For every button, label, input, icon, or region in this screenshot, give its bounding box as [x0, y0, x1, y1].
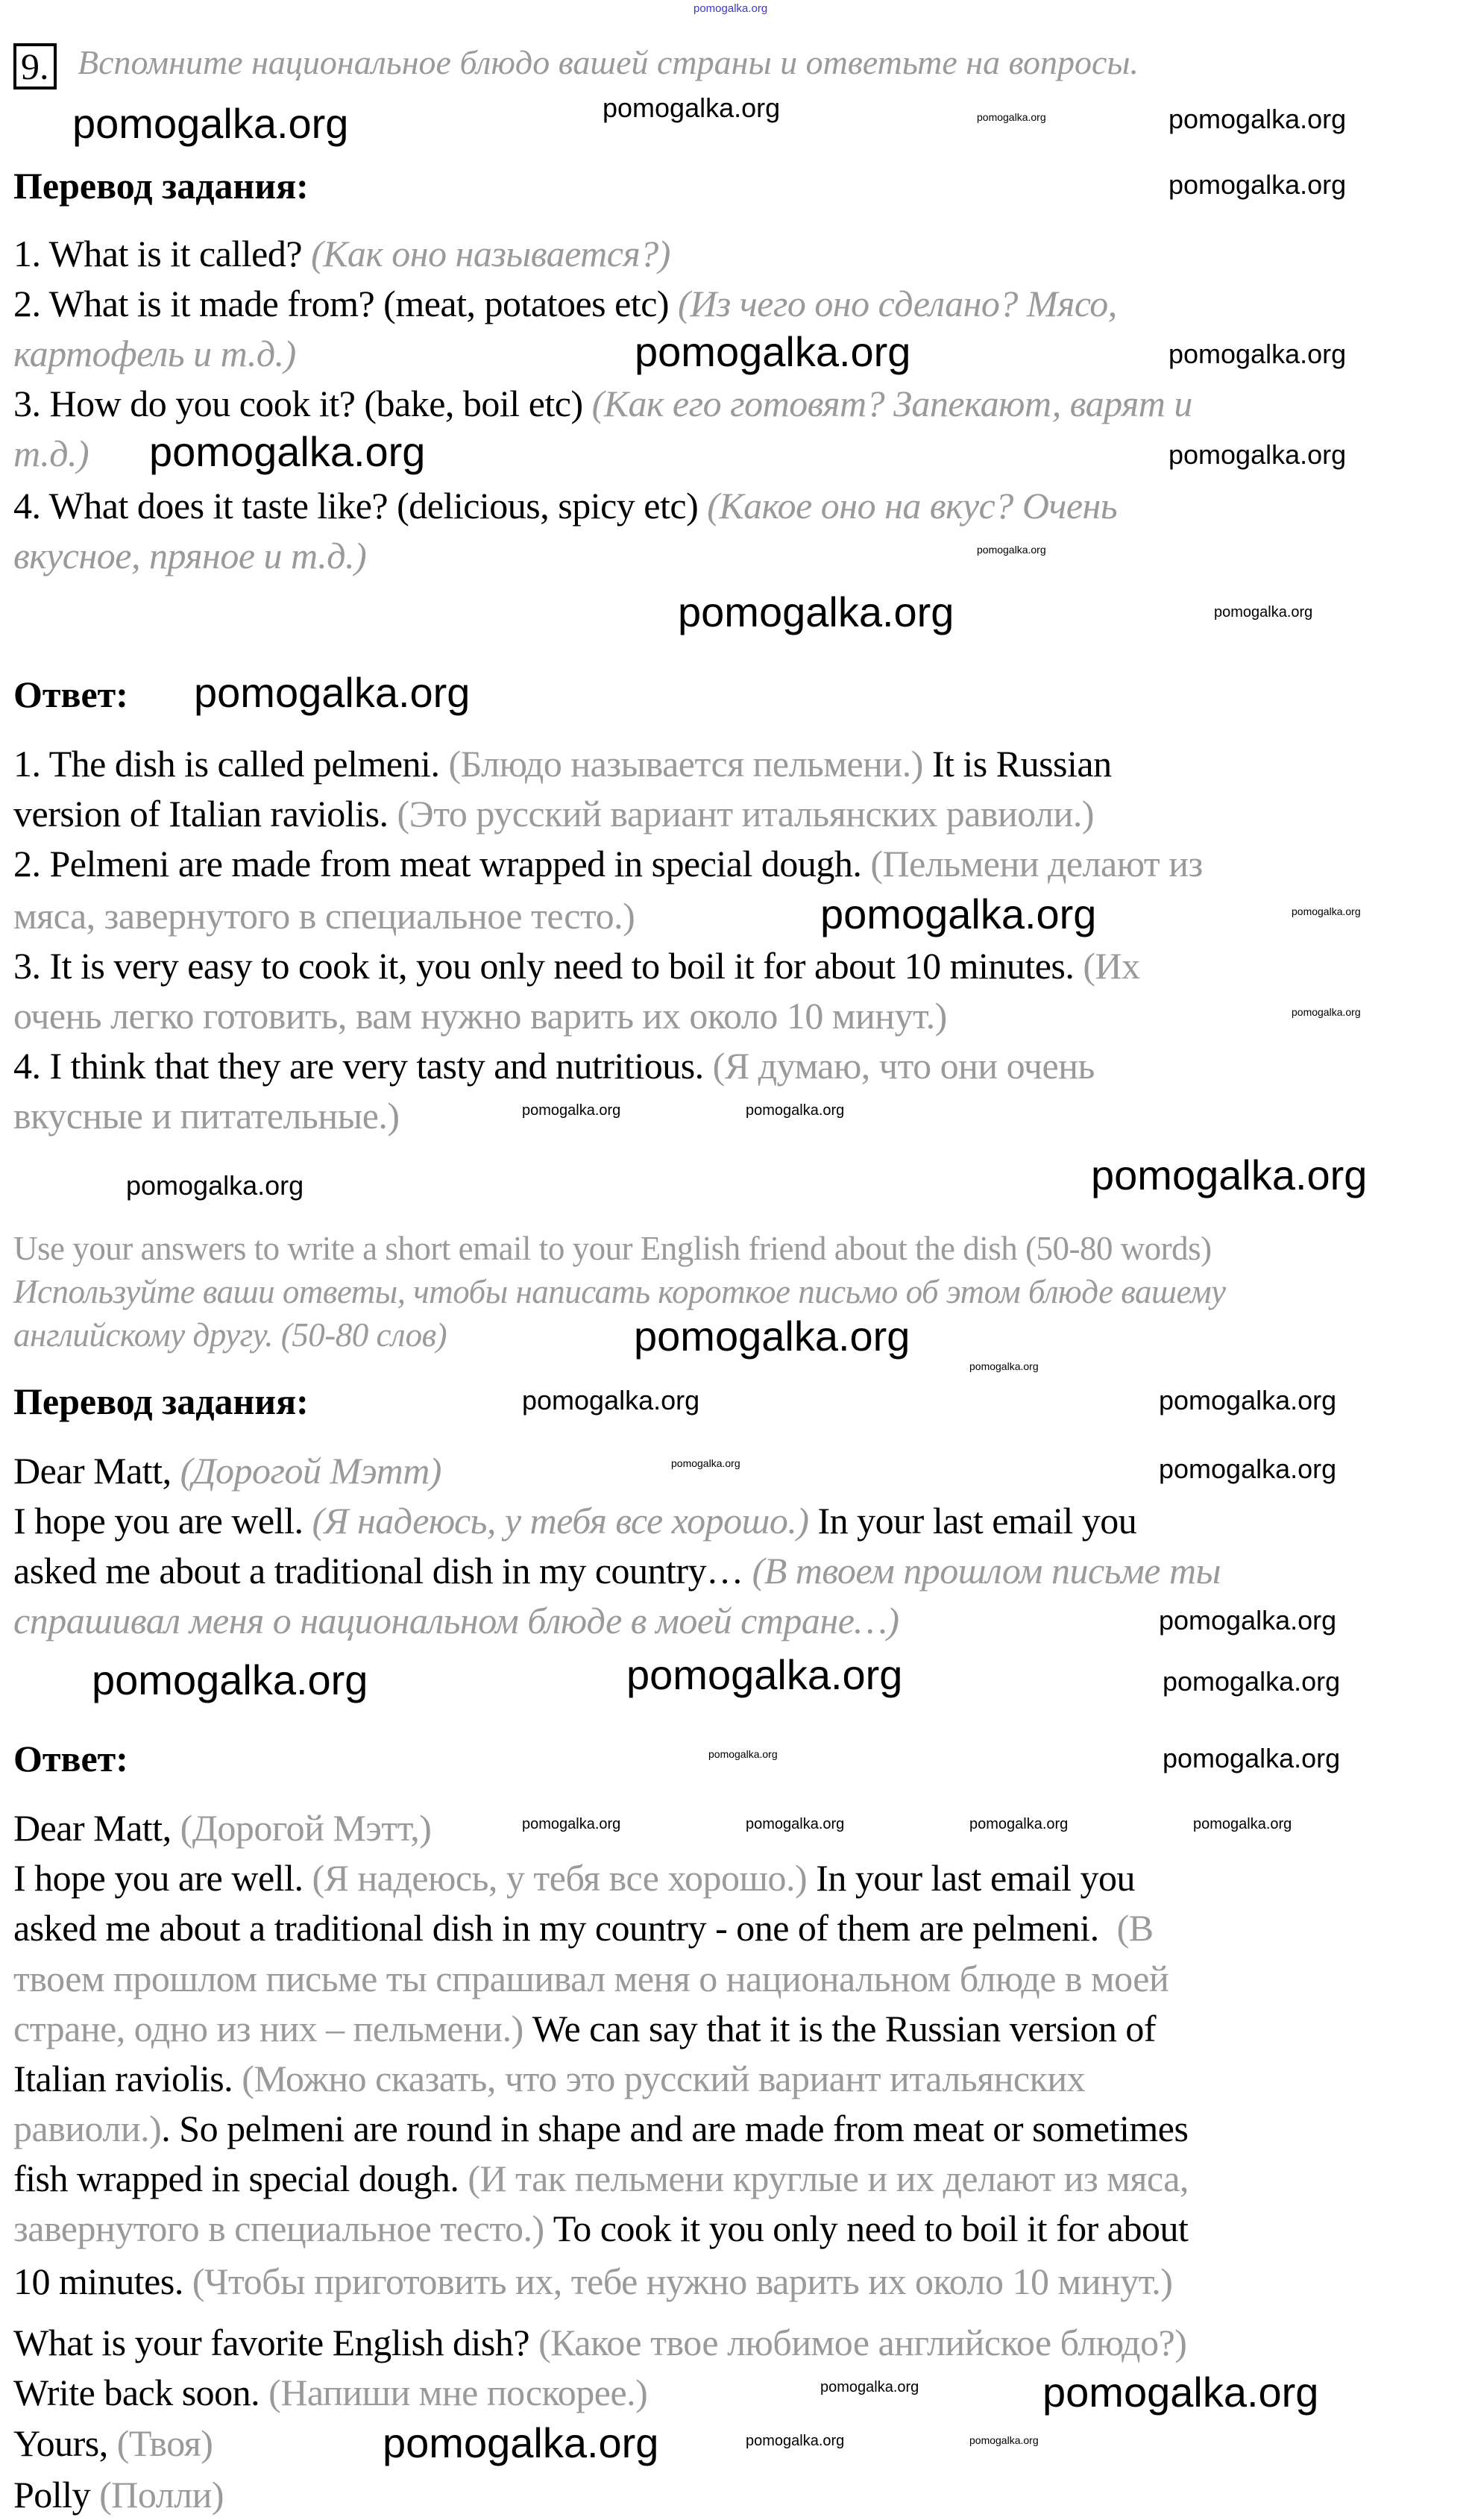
task1-line	[13, 329, 296, 379]
russian-translation: мяса, завернутого в специальное тесто.)	[13, 895, 635, 937]
answer2-line	[13, 2154, 1189, 2204]
watermark: pomogalka.org	[969, 2434, 1039, 2446]
watermark: pomogalka.org	[820, 2379, 919, 2395]
english-text: asked me about a traditional dish in my country…	[13, 1550, 752, 1592]
english-text: Yours,	[13, 2422, 117, 2464]
answer2-line	[13, 2368, 647, 2418]
answer1-line	[13, 891, 635, 941]
russian-translation: (Какое оно на вкус? Очень	[707, 485, 1118, 527]
english-text: Italian raviolis.	[13, 2058, 242, 2099]
watermark: pomogalka.org	[969, 1816, 1069, 1832]
answer1-line	[13, 991, 947, 1041]
russian-translation: (Их	[1083, 945, 1140, 987]
task1-line	[13, 379, 1192, 429]
answer2-line	[13, 2004, 1156, 2054]
answer2-line	[13, 2318, 1186, 2368]
english-text: In your last email you	[808, 1500, 1137, 1542]
task2-line	[13, 1313, 447, 1357]
english-text: 2. What is it made from? (meat, potatoes etc)	[13, 283, 679, 324]
russian-translation: стране, одно из них – пельмени.)	[13, 2008, 523, 2049]
russian-translation: Используйте ваши ответы, чтобы написать короткое письмо об этом блюде вашему	[13, 1273, 1226, 1310]
watermark: pomogalka.org	[383, 2419, 659, 2466]
english-text: 3. How do you cook it? (bake, boil etc)	[13, 383, 592, 424]
watermark: pomogalka.org	[149, 428, 426, 475]
russian-translation: (В твоем прошлом письме ты	[752, 1550, 1221, 1592]
english-text: It is Russian	[922, 743, 1112, 785]
watermark: pomogalka.org	[1168, 339, 1347, 369]
russian-translation: (Полли)	[99, 2474, 224, 2516]
task1-line	[13, 481, 1117, 531]
watermark: pomogalka.org	[977, 544, 1046, 556]
english-text: We can say that it is the Russian version of	[523, 2008, 1157, 2049]
russian-translation: Use your answers to write a short email to your English friend about the dish (50-80 words)	[13, 1230, 1212, 1267]
russian-translation: (Можно сказать, что это русский вариант итальянских	[242, 2058, 1086, 2099]
russian-translation: (Я думаю, что они очень	[712, 1045, 1095, 1087]
translation2-line	[13, 1446, 441, 1496]
english-text: Write back soon.	[13, 2372, 269, 2413]
translation-heading-2: Перевод задания:	[13, 1380, 309, 1422]
russian-translation: (Чтобы приготовить их, тебе нужно варить их около 10 минут.)	[192, 2260, 1173, 2302]
russian-translation: (И так пельмени круглые и их делают из мяса,	[468, 2158, 1189, 2199]
exercise-title: Вспомните национальное блюдо вашей страны и ответьте на вопросы.	[78, 43, 1139, 81]
watermark: pomogalka.org	[746, 1816, 845, 1832]
answer2-line	[13, 2104, 1188, 2154]
russian-translation: (В	[1116, 1907, 1154, 1949]
watermark: pomogalka.org	[522, 1385, 700, 1415]
task2-line	[13, 1227, 1212, 1270]
russian-translation: (Это русский вариант итальянских равиоли.)	[397, 793, 1094, 835]
russian-translation: равиоли.)	[13, 2108, 162, 2149]
english-text: . So pelmeni are round in shape and are made from meat or sometimes	[161, 2108, 1189, 2149]
answer-heading-1: Ответ:	[13, 673, 128, 715]
watermark: pomogalka.org	[1168, 169, 1347, 200]
watermark: pomogalka.org	[1168, 439, 1347, 470]
russian-translation: картофель и т.д.)	[13, 333, 296, 374]
russian-translation: (Я надеюсь, у тебя все хорошо.)	[312, 1500, 809, 1542]
russian-translation: (Из чего оно сделано? Мясо,	[678, 283, 1117, 324]
task1-line	[13, 531, 366, 581]
answer2-line	[13, 1954, 1168, 2004]
russian-translation: (Блюдо называется пельмени.)	[448, 743, 923, 785]
translation2-line	[13, 1546, 1221, 1596]
russian-translation: очень легко готовить, вам нужно варить их около 10 минут.)	[13, 995, 947, 1037]
english-text: To cook it you only need to boil it for about	[544, 2208, 1189, 2249]
watermark: pomogalka.org	[693, 2, 768, 15]
watermark: pomogalka.org	[1159, 1605, 1337, 1636]
watermark: pomogalka.org	[1091, 1151, 1368, 1198]
russian-translation: (Как его готовят? Запекают, варят и	[591, 383, 1192, 424]
answer1-line	[13, 941, 1140, 991]
translation-heading-1: Перевод задания:	[13, 165, 309, 207]
answer1-line	[13, 1091, 400, 1141]
answer2-line	[13, 1903, 1154, 1953]
answer2-line	[13, 2204, 1188, 2254]
task2-line	[13, 1270, 1226, 1313]
answer1-line	[13, 839, 1203, 889]
task1-line	[13, 279, 1117, 329]
exercise-number: 9.	[13, 43, 57, 89]
english-text: asked me about a traditional dish in my country - one of them are pelmeni.	[13, 1907, 1117, 1949]
english-text: 1. The dish is called pelmeni.	[13, 743, 449, 785]
russian-translation: вкусные и питательные.)	[13, 1095, 400, 1137]
watermark: pomogalka.org	[1193, 1816, 1292, 1832]
russian-translation: спрашивал меня о национальном блюде в моей стране…)	[13, 1600, 899, 1641]
watermark: pomogalka.org	[708, 1748, 778, 1760]
russian-translation: т.д.)	[13, 433, 89, 474]
watermark: pomogalka.org	[522, 1816, 621, 1832]
watermark: pomogalka.org	[194, 669, 471, 716]
answer1-line	[13, 1041, 1095, 1091]
watermark: pomogalka.org	[1292, 905, 1361, 917]
watermark: pomogalka.org	[1163, 1743, 1341, 1773]
english-text: 1. What is it called?	[13, 233, 312, 274]
watermark: pomogalka.org	[746, 2433, 845, 2449]
watermark: pomogalka.org	[1168, 104, 1347, 134]
english-text: 2. Pelmeni are made from meat wrapped in special dough.	[13, 843, 871, 884]
task1-line	[13, 229, 670, 279]
russian-translation: (Напиши мне поскорее.)	[268, 2372, 648, 2413]
watermark: pomogalka.org	[678, 588, 954, 635]
watermark: pomogalka.org	[626, 1651, 903, 1698]
english-text: 4. I think that they are very tasty and nutritious.	[13, 1045, 713, 1087]
russian-translation: завернутого в специальное тесто.)	[13, 2208, 544, 2249]
watermark: pomogalka.org	[603, 92, 781, 123]
answer2-line	[13, 2257, 1172, 2307]
watermark: pomogalka.org	[1159, 1454, 1337, 1484]
english-text: Polly	[13, 2474, 100, 2516]
watermark: pomogalka.org	[1292, 1006, 1361, 1018]
watermark: pomogalka.org	[126, 1170, 304, 1201]
watermark: pomogalka.org	[634, 1313, 910, 1360]
english-text: In your last email you	[807, 1857, 1135, 1899]
watermark: pomogalka.org	[1159, 1385, 1337, 1415]
answer-heading-2: Ответ:	[13, 1738, 128, 1779]
watermark: pomogalka.org	[671, 1457, 740, 1469]
answer1-line	[13, 739, 1112, 789]
russian-translation: вкусное, пряное и т.д.)	[13, 535, 367, 576]
russian-translation: (Дорогой Мэтт,)	[180, 1807, 432, 1849]
answer2-line	[13, 2419, 213, 2469]
english-text: fish wrapped in special dough.	[13, 2158, 468, 2199]
watermark: pomogalka.org	[977, 111, 1046, 123]
watermark: pomogalka.org	[820, 890, 1097, 937]
translation2-line	[13, 1496, 1136, 1546]
watermark: pomogalka.org	[522, 1102, 621, 1119]
russian-translation: (Как оно называется?)	[311, 233, 670, 274]
russian-translation: (Я надеюсь, у тебя все хорошо.)	[312, 1857, 808, 1899]
russian-translation: (Какое твое любимое английское блюдо?)	[538, 2322, 1187, 2363]
answer2-line	[13, 2054, 1085, 2104]
watermark: pomogalka.org	[746, 1102, 845, 1119]
russian-translation: твоем прошлом письме ты спрашивал меня о национальном блюде в моей	[13, 1958, 1169, 1999]
russian-translation: (Твоя)	[116, 2422, 213, 2464]
english-text: What is your favorite English dish?	[13, 2322, 539, 2363]
answer2-line	[13, 1853, 1135, 1903]
english-text: I hope you are well.	[13, 1500, 312, 1542]
russian-translation: (Дорогой Мэтт)	[180, 1450, 441, 1492]
task1-line	[13, 429, 89, 479]
watermark: pomogalka.org	[1214, 604, 1313, 620]
answer2-line	[13, 2470, 224, 2520]
english-text: 4. What does it taste like? (delicious, spicy etc)	[13, 485, 708, 527]
english-text: 10 minutes.	[13, 2260, 192, 2302]
english-text: I hope you are well.	[13, 1857, 312, 1899]
english-text: Dear Matt,	[13, 1807, 180, 1849]
answer2-line	[13, 1803, 431, 1853]
russian-translation: (Пельмени делают из	[870, 843, 1203, 884]
russian-translation: английскому другу. (50-80 слов)	[13, 1316, 447, 1354]
answer1-line	[13, 789, 1094, 839]
english-text: version of Italian raviolis.	[13, 793, 397, 835]
watermark: pomogalka.org	[92, 1656, 368, 1703]
english-text: Dear Matt,	[13, 1450, 180, 1492]
watermark: pomogalka.org	[1042, 2369, 1319, 2416]
watermark: pomogalka.org	[635, 328, 911, 375]
translation2-line	[13, 1596, 899, 1646]
english-text: 3. It is very easy to cook it, you only need to boil it for about 10 minutes.	[13, 945, 1083, 987]
watermark: pomogalka.org	[72, 100, 349, 147]
watermark: pomogalka.org	[1163, 1666, 1341, 1697]
watermark: pomogalka.org	[969, 1360, 1039, 1372]
